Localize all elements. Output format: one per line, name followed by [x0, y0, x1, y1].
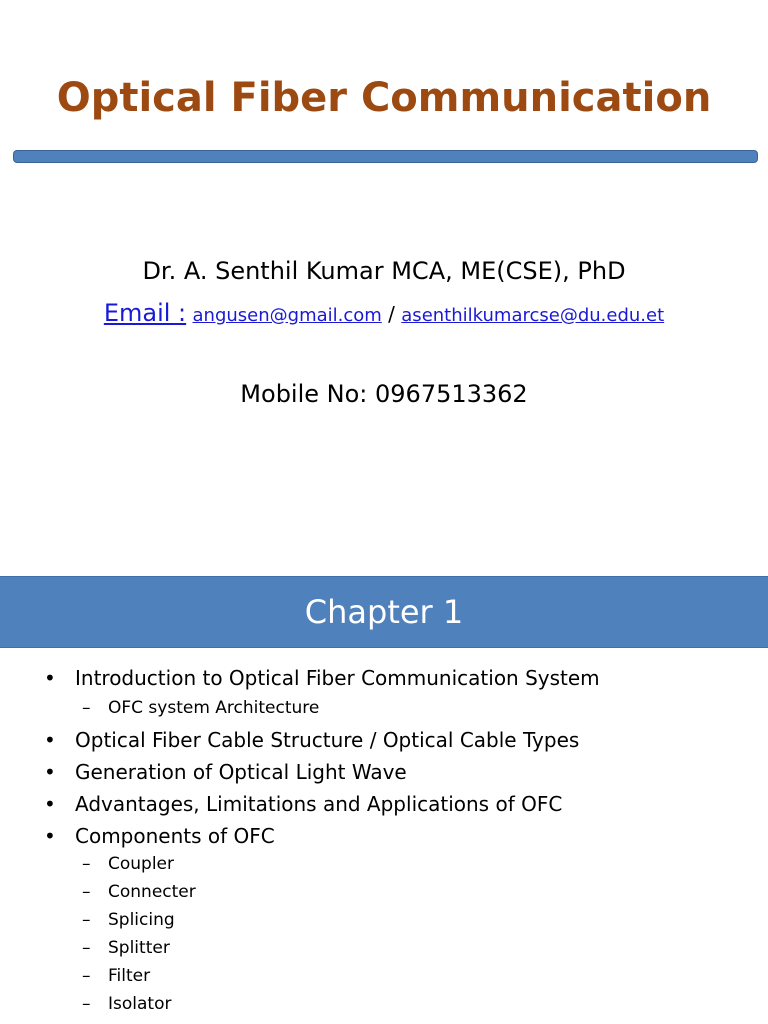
dash-glyph: –: [82, 854, 91, 874]
sub-bullet-item: [82, 936, 170, 960]
bullet-glyph: •: [44, 824, 56, 848]
bullet-text: Optical Fiber Cable Structure / Optical Cable Types: [75, 728, 580, 752]
bullet-glyph: •: [44, 792, 56, 816]
dash-glyph: –: [82, 966, 91, 986]
dash-glyph: –: [82, 882, 91, 902]
bullet-text: Introduction to Optical Fiber Communication System: [75, 666, 600, 690]
bullet-item: [44, 790, 562, 818]
email-label-link[interactable]: Email :: [103, 299, 187, 327]
dash-glyph: –: [82, 994, 91, 1014]
bullet-item: [44, 664, 600, 692]
sub-bullet-item: [82, 992, 171, 1016]
bullet-glyph: •: [44, 728, 56, 752]
bullet-glyph: •: [44, 666, 56, 690]
bullet-text: Filter: [108, 966, 151, 986]
sub-bullet-item: [82, 880, 196, 904]
mobile-number: Mobile No: 0967513362: [240, 380, 528, 408]
email-separator: /: [388, 302, 395, 326]
author-line: Dr. A. Senthil Kumar MCA, ME(CSE), PhD: [142, 257, 626, 285]
bullet-text: OFC system Architecture: [108, 698, 320, 718]
bullet-text: Splicing: [108, 910, 175, 930]
bullet-text: Components of OFC: [75, 824, 275, 848]
sub-bullet-item: [82, 852, 174, 876]
bullet-item: [44, 822, 275, 850]
bullet-text: Generation of Optical Light Wave: [75, 760, 407, 784]
chapter-slide: [0, 576, 768, 1024]
bullet-text: Connecter: [108, 882, 196, 902]
dash-glyph: –: [82, 938, 91, 958]
bullet-text: Isolator: [108, 994, 172, 1014]
bullet-item: [44, 726, 579, 754]
chapter-title: Chapter 1: [304, 593, 464, 631]
bullet-glyph: •: [44, 760, 56, 784]
dash-glyph: –: [82, 910, 91, 930]
slide-title: Optical Fiber Communication: [56, 75, 712, 121]
dash-glyph: –: [82, 698, 91, 718]
sub-bullet-item: [82, 696, 319, 720]
bullet-text: Splitter: [108, 938, 170, 958]
bullet-text: Advantages, Limitations and Applications of OFC: [75, 792, 563, 816]
email-line: [0, 296, 768, 333]
title-underline-bar: [13, 150, 758, 163]
email-primary-link[interactable]: angusen@gmail.com: [192, 305, 382, 326]
bullet-text: Coupler: [108, 854, 175, 874]
email-secondary-link[interactable]: asenthilkumarcse@du.edu.et: [401, 305, 665, 326]
sub-bullet-item: [82, 964, 150, 988]
bullet-list: [0, 576, 768, 1024]
bullet-item: [44, 758, 407, 786]
sub-bullet-item: [82, 908, 175, 932]
